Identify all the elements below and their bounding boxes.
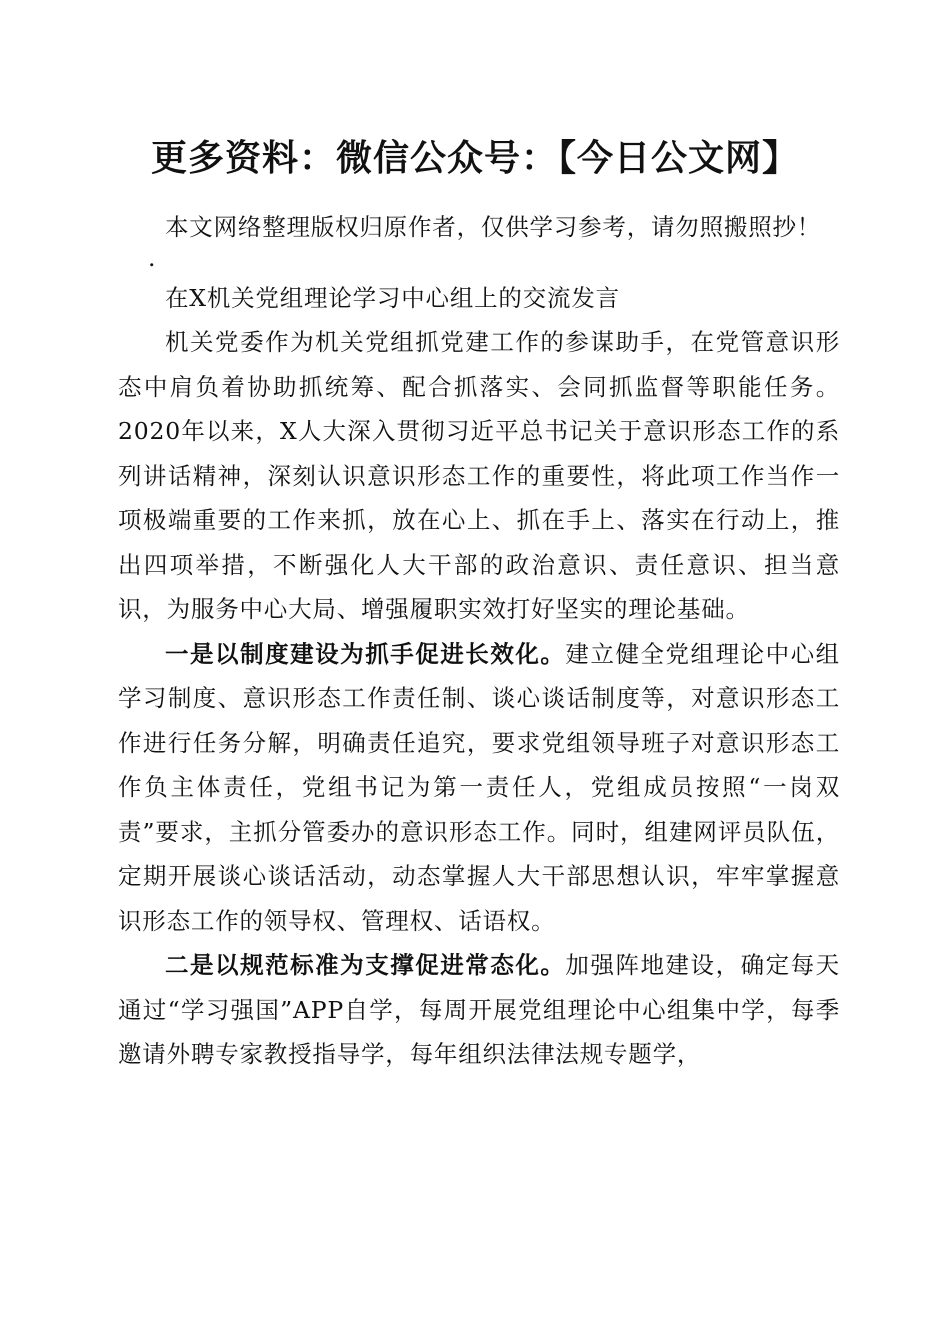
document-title: 在X机关党组理论学习中心组上的交流发言: [165, 283, 620, 312]
section-1-paragraph: [118, 632, 840, 944]
section-2-lead: 二是以规范标准为支撑促进常态化。: [165, 951, 566, 979]
intro-paragraph: 机关党委作为机关党组抓党建工作的参谋助手，在党管意识形态中肩负着协助抓统筹、配合抓落实、会同抓监督等职能任务。2020年以来，X人大深入贯彻习近平总书记关于意识形态工作的系列讲话精神，深刻认识意识形态工作的重要性，将此项工作当作一项极端重要的工作来抓，放在心上、抓在手上、落实在行动上，推出四项举措，不断强化人大干部的政治意识、责任意识、担当意识，为服务中心大局、增强履职实效打好坚实的理论基础。: [118, 328, 840, 623]
notice-dot: .: [148, 243, 157, 272]
section-2-paragraph: [118, 943, 840, 1077]
section-1-lead: 一是以制度建设为抓手促进长效化。: [165, 639, 566, 668]
page-header-title: 更多资料：微信公众号：【今日公文网】: [150, 137, 799, 179]
section-1-body: 建立健全党组理论中心组学习制度、意识形态工作责任制、谈心谈话制度等，对意识形态工作进行任务分解，明确责任追究，要求党组领导班子对意识形态工作负主体责任，党组书记为第一责任人，党组成员按照“一岗双责”要求，主抓分管委办的意识形态工作。同时，组建网评员队伍，定期开展谈心谈话活动，动态掌握人大干部思想认识，牢牢掌握意识形态工作的领导权、管理权、话语权。: [118, 639, 840, 935]
section-2-body: 加强阵地建设，确定每天通过“学习强国”APP自学，每周开展党组理论中心组集中学，每季邀请外聘专家教授指导学，每年组织法律法规专题学，: [118, 951, 840, 1068]
document-body: [118, 205, 840, 1077]
copyright-notice: 本文网络整理版权归原作者，仅供学习参考，请勿照搬照抄！: [165, 213, 822, 241]
